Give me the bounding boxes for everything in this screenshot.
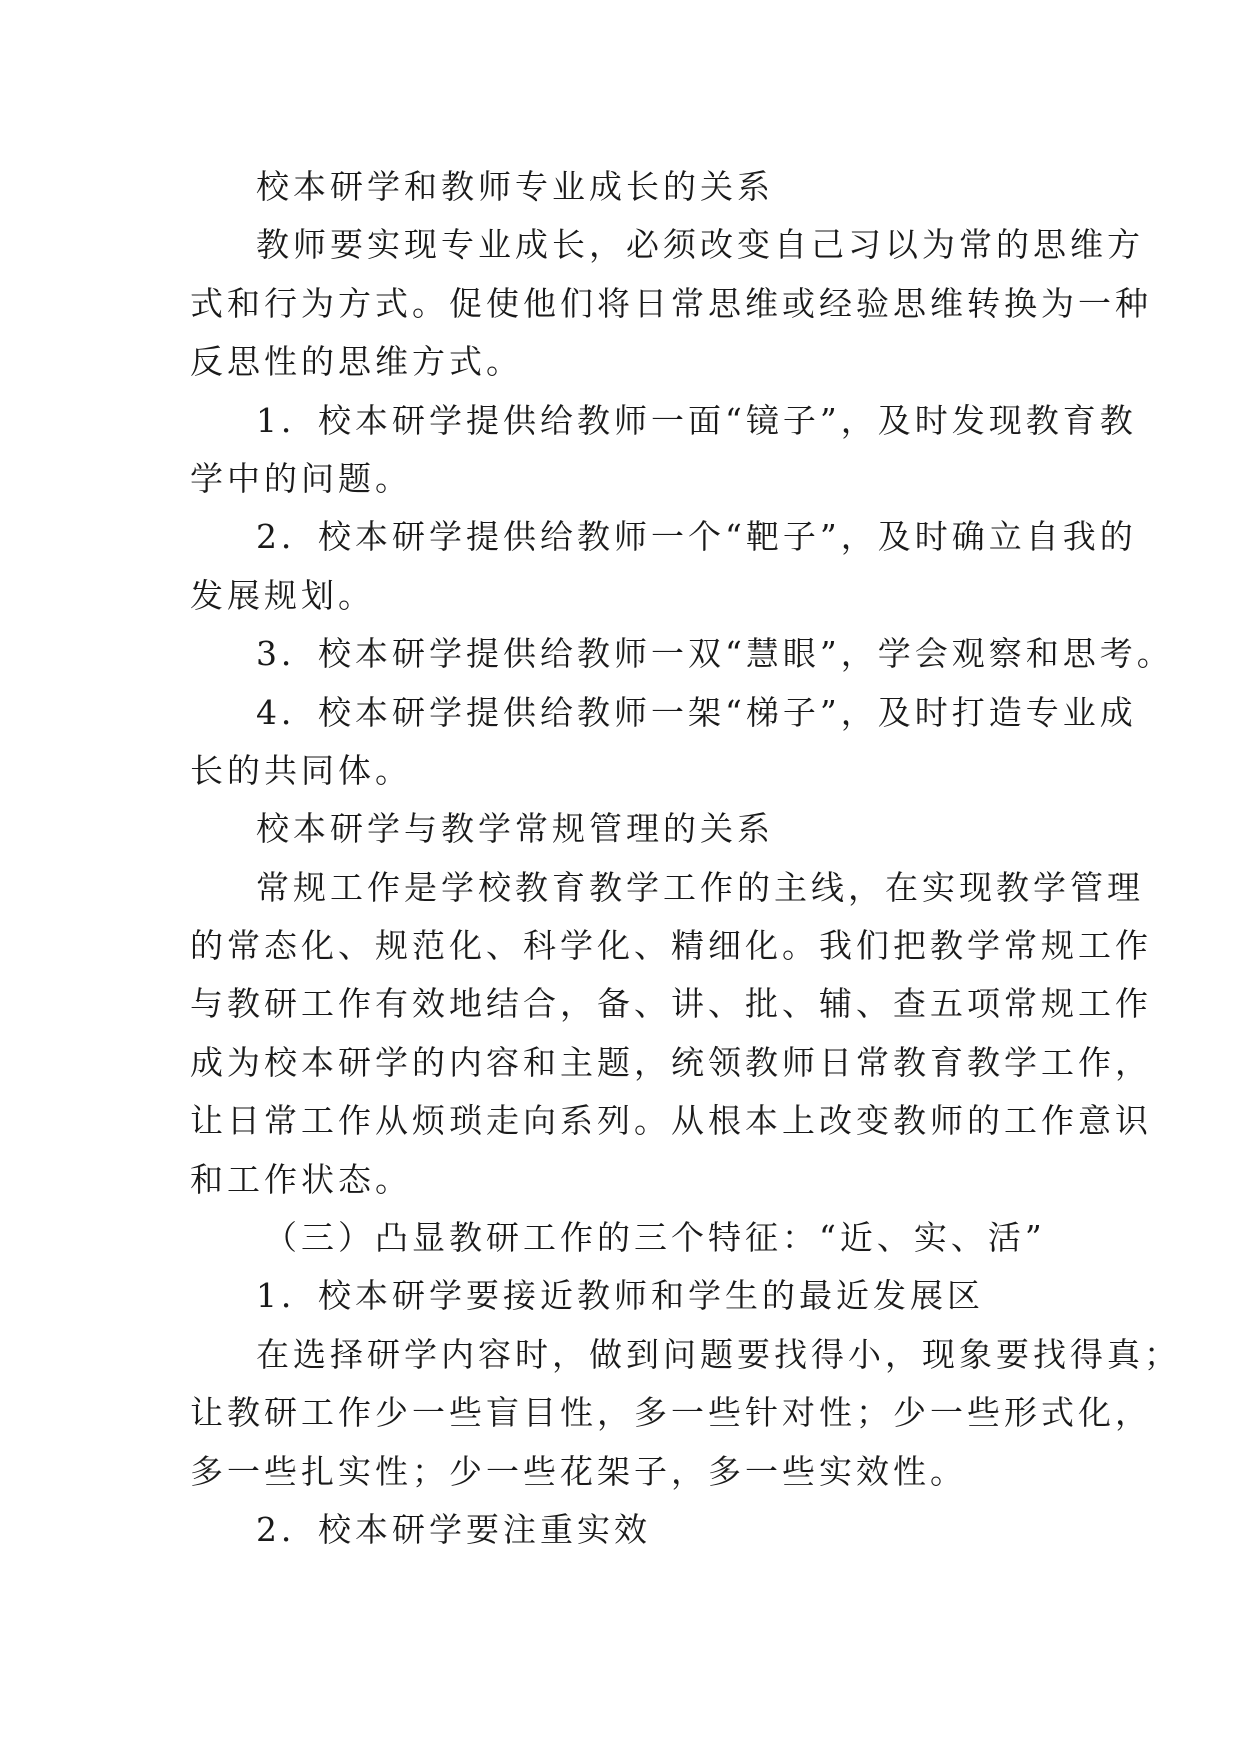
paragraph-line: 让日常工作从烦琐走向系列。从根本上改变教师的工作意识	[190, 1101, 1152, 1141]
paragraph-line: 让教研工作少一些盲目性，多一些针对性；少一些形式化，	[190, 1393, 1152, 1433]
subheading: 2．校本研学要注重实效	[256, 1509, 651, 1549]
list-item-line: 4．校本研学提供给教师一架“梯子”，及时打造专业成	[256, 692, 1137, 732]
paragraph-line: 教师要实现专业成长，必须改变自己习以为常的思维方	[256, 225, 1144, 265]
paragraph-line: 和工作状态。	[190, 1159, 412, 1199]
paragraph-line: 式和行为方式。促使他们将日常思维或经验思维转换为一种	[190, 283, 1152, 323]
section-heading: （三）凸显教研工作的三个特征：“近、实、活”	[264, 1218, 1046, 1258]
section-heading: 校本研学与教学常规管理的关系	[256, 809, 774, 849]
list-item-line: 发展规划。	[190, 575, 375, 615]
paragraph-line: 在选择研学内容时，做到问题要找得小，现象要找得真；	[256, 1334, 1181, 1374]
list-item-line: 学中的问题。	[190, 458, 412, 498]
paragraph-line: 多一些扎实性；少一些花架子，多一些实效性。	[190, 1451, 967, 1491]
list-item-line: 1．校本研学提供给教师一面“镜子”，及时发现教育教	[256, 400, 1137, 440]
paragraph-line: 的常态化、规范化、科学化、精细化。我们把教学常规工作	[190, 926, 1152, 966]
paragraph-line: 与教研工作有效地结合，备、讲、批、辅、查五项常规工作	[190, 984, 1152, 1024]
list-item-line: 3．校本研学提供给教师一双“慧眼”，学会观察和思考。	[256, 634, 1174, 674]
subheading: 1．校本研学要接近教师和学生的最近发展区	[256, 1276, 984, 1316]
paragraph-line: 成为校本研学的内容和主题，统领教师日常教育教学工作，	[190, 1042, 1152, 1082]
paragraph-line: 常规工作是学校教育教学工作的主线，在实现教学管理	[256, 867, 1144, 907]
document-body	[190, 158, 1181, 1559]
section-heading: 校本研学和教师专业成长的关系	[256, 167, 774, 206]
list-item-line: 长的共同体。	[190, 750, 412, 790]
paragraph-line: 反思性的思维方式。	[190, 342, 523, 382]
list-item-line: 2．校本研学提供给教师一个“靶子”，及时确立自我的	[256, 517, 1137, 557]
